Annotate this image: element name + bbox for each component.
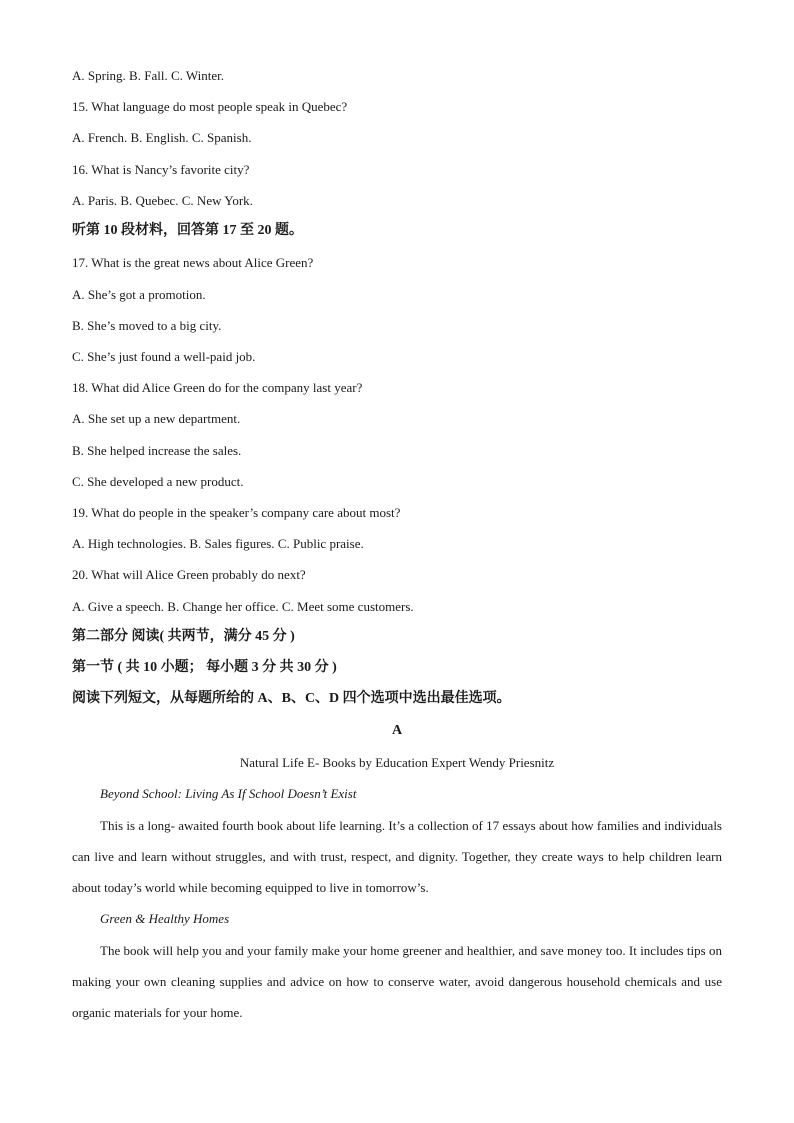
passage-title: Natural Life E- Books by Education Expert Wendy Priesnitz (239, 755, 555, 770)
question-15-options: A. French. B. English. C. Spanish. (72, 130, 252, 145)
book-2-description (72, 935, 722, 1028)
book-2-title: Green & Healthy Homes (100, 911, 230, 926)
part-2-heading: 第二部分 阅读( 共两节，满分 45 分 ) (72, 629, 295, 644)
question-20-options: A. Give a speech. B. Change her office. C. Meet some customers. (72, 599, 414, 614)
question-16-options: A. Paris. B. Quebec. C. New York. (72, 193, 253, 208)
question-18-option-c: C. She developed a new product. (72, 474, 244, 489)
reading-instructions: 阅读下列短文，从每题所给的 A、B、C、D 四个选项中选出最佳选项。 (72, 691, 511, 706)
question-16: 16. What is Nancy’s favorite city? (72, 162, 250, 177)
section-10-heading: 听第 10 段材料，回答第 17 至 20 题。 (72, 223, 303, 238)
question-17-option-a: A. She’s got a promotion. (72, 287, 206, 302)
question-17-option-b: B. She’s moved to a big city. (72, 318, 222, 333)
question-18: 18. What did Alice Green do for the company last year? (72, 380, 363, 395)
passage-letter: A (391, 723, 403, 738)
section-1-heading: 第一节 ( 共 10 小题； 每小题 3 分 共 30 分 ) (72, 660, 337, 675)
question-19: 19. What do people in the speaker’s company care about most? (72, 505, 401, 520)
question-17: 17. What is the great news about Alice Green? (72, 255, 314, 270)
book-1-description-text: This is a long- awaited fourth book about life learning. It’s a collection of 17 essays about how families and individuals can live and learn without struggles, and with trust, respect, and dignity. Together, they create ways to help children learn about today’s world while becoming equipped to live in tomorrow’s. (72, 818, 722, 895)
question-14-options: A. Spring. B. Fall. C. Winter. (72, 68, 224, 83)
question-20: 20. What will Alice Green probably do next? (72, 567, 306, 582)
question-15: 15. What language do most people speak in Quebec? (72, 99, 348, 114)
book-1-title: Beyond School: Living As If School Doesn’t Exist (100, 786, 357, 801)
question-17-option-c: C. She’s just found a well-paid job. (72, 349, 256, 364)
question-19-options: A. High technologies. B. Sales figures. C. Public praise. (72, 536, 364, 551)
book-1-description (72, 810, 722, 903)
book-2-description-text: The book will help you and your family make your home greener and healthier, and save money too. It includes tips on making your own cleaning supplies and advice on how to conserve water, avoid dangerous household chemicals and use organic materials for your home. (72, 943, 722, 1020)
question-18-option-b: B. She helped increase the sales. (72, 443, 242, 458)
question-18-option-a: A. She set up a new department. (72, 411, 241, 426)
